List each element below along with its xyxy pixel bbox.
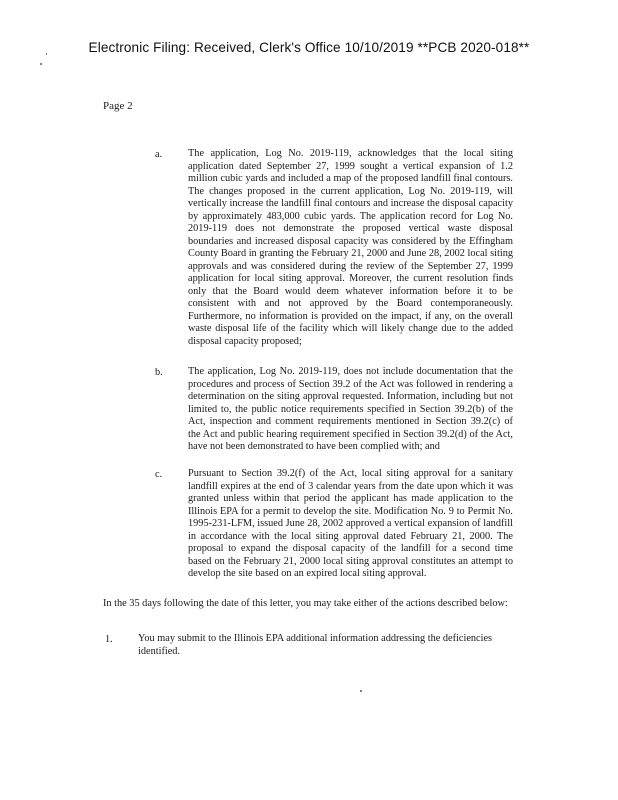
scan-speck — [46, 53, 47, 55]
page-label: Page 2 — [103, 100, 133, 112]
item-letter: c. — [155, 469, 163, 480]
item-paragraph: Pursuant to Section 39.2(f) of the Act, local siting approval for a sanitary landfill expires at the end of 3 calendar years from the date upon which it was granted unless within that period the applicant has made application to the Illinois EPA for a permit to develop the site. Modification No. 9 to Permit No. 1995-231-LFM, issued June 28, 2002 approved a vertical expansion of landfill in accordance with the local siting approval dated February 21, 2000. The proposal to expand the disposal capacity of the landfill for a second time based on the February 21, 2000 local siting approval constitutes an attempt to develop the site based on an expired local siting approval. — [188, 468, 513, 579]
item-paragraph: The application, Log No. 2019-119, acknowledges that the local siting application dated September 27, 1999 sought a vertical expansion of 1.2 million cubic yards and included a map of the proposed landfill final contours. The changes proposed in the current application, Log No. 2019-119, will vertically increase the landfill final contours and increase the disposal capacity by approximately 483,000 cubic yards. The application record for Log No. 2019-119 does not demonstrate the proposed vertical waste disposal boundaries and increased disposal capacity was considered by the Effingham County Board in granting the February 21, 2000 and June 28, 2002 local siting approvals and was considered during the review of the September 27, 1999 application for local siting approval. Moreover, the current resolution finds only that the Board would deem whatever information before it to be consistent with and not approved by the Board contemporaneously. Furthermore, no information is provided on the impact, if any, on the overall waste disposal life of the facility which will likely change due to the added disposal capacity proposed; — [188, 148, 513, 347]
item-letter: b. — [155, 367, 163, 378]
scan-speck — [40, 63, 42, 65]
actions-intro: In the 35 days following the date of this letter, you may take either of the actions described below: — [103, 598, 508, 609]
action-text: You may submit to the Illinois EPA additional information addressing the deficiencies identified. — [138, 633, 493, 657]
scan-speck — [360, 690, 362, 692]
filing-stamp-header: Electronic Filing: Received, Clerk's Office 10/10/2019 **PCB 2020-018** — [88, 40, 530, 55]
item-letter: a. — [155, 149, 163, 160]
item-paragraph: The application, Log No. 2019-119, does not include documentation that the procedures and process of Section 39.2 of the Act was followed in rendering a determination on the siting approval requested. Information, including but not limited to, the public notice requirements specified in Section 39.2(b) of the Act, inspection and comment requirements mentioned in Section 39.2(c) of the Act and public hearing requirement specified in Section 39.2(d) of the Act, have not been demonstrated to have been complied with; and — [188, 366, 513, 452]
action-number: 1. — [105, 634, 113, 645]
